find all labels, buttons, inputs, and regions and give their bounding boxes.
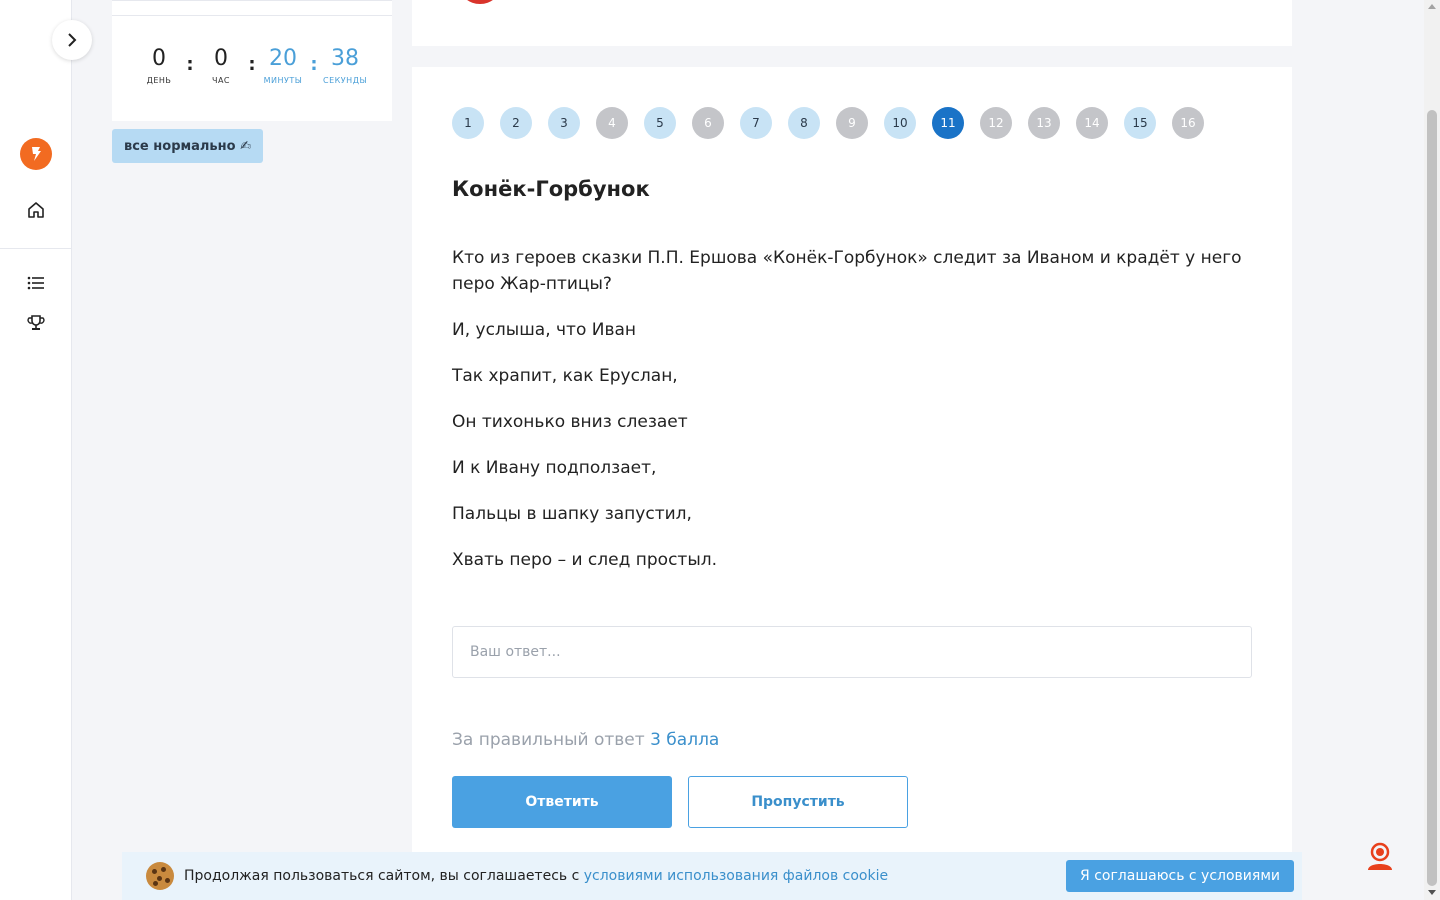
question-nav-item[interactable]: 8 xyxy=(788,107,820,139)
cookie-policy-link[interactable]: условиями использования файлов cookie xyxy=(583,868,889,884)
poem-line: Хвать перо – и след простыл. xyxy=(452,550,718,570)
trophy-icon[interactable] xyxy=(24,311,48,335)
timer-hours xyxy=(197,45,245,85)
timer-seconds-label: СЕКУНДЫ xyxy=(322,76,368,85)
timer-card xyxy=(112,0,392,121)
timer-separator: : xyxy=(248,54,256,75)
skip-button[interactable]: Пропустить xyxy=(688,776,908,828)
timer-days-value: 0 xyxy=(152,46,166,71)
question-nav-item[interactable]: 13 xyxy=(1028,107,1060,139)
question-nav-item[interactable]: 15 xyxy=(1124,107,1156,139)
scroll-down-arrow-icon[interactable] xyxy=(1428,890,1436,895)
rail-divider xyxy=(0,248,72,249)
cookie-banner xyxy=(122,852,1302,900)
cookie-message: Продолжая пользоваться сайтом, вы соглашаетесь с xyxy=(184,868,580,884)
timer-minutes-label: МИНУТЫ xyxy=(263,76,303,85)
header-card xyxy=(412,0,1292,46)
timer-minutes xyxy=(259,45,307,85)
answer-button[interactable]: Ответить xyxy=(452,776,672,828)
scrollbar-thumb[interactable] xyxy=(1427,110,1437,886)
poem-line: И, услыша, что Иван xyxy=(452,320,637,340)
avatar xyxy=(460,0,500,4)
scrollbar[interactable] xyxy=(1424,0,1440,900)
question-prompt: Кто из героев сказки П.П. Ершова «Конёк-Горбунок» следит за Иваном и крадёт у него перо Жар-птицы? xyxy=(452,248,1242,294)
cookie-icon xyxy=(146,862,174,890)
cookie-accept-button[interactable]: Я соглашаюсь с условиями xyxy=(1066,860,1294,892)
sidebar-expand-button[interactable] xyxy=(52,20,92,60)
question-nav-item[interactable]: 5 xyxy=(644,107,676,139)
question-nav-item[interactable]: 2 xyxy=(500,107,532,139)
question-nav-item[interactable]: 14 xyxy=(1076,107,1108,139)
score-info xyxy=(452,730,719,750)
home-icon[interactable] xyxy=(24,198,48,222)
question-text xyxy=(452,245,1242,593)
answer-input[interactable] xyxy=(452,626,1252,678)
timer-minutes-value: 20 xyxy=(269,46,297,71)
chevron-right-icon xyxy=(67,33,77,47)
timer-days-label: ДЕНЬ xyxy=(146,76,172,85)
score-points: 3 балла xyxy=(650,730,720,750)
timer-seconds-value: 38 xyxy=(331,46,359,71)
scroll-up-arrow-icon[interactable] xyxy=(1428,4,1436,9)
status-badge[interactable]: все нормально ✍ xyxy=(112,129,263,163)
logo-icon[interactable] xyxy=(20,138,52,170)
poem-line: Пальцы в шапку запустил, xyxy=(452,504,692,524)
question-nav-item[interactable]: 7 xyxy=(740,107,772,139)
question-card xyxy=(412,67,1292,900)
timer-seconds xyxy=(321,45,369,85)
question-nav-item[interactable]: 16 xyxy=(1172,107,1204,139)
poem-line: Так храпит, как Еруслан, xyxy=(452,366,678,386)
poem-line: И к Ивану подползает, xyxy=(452,458,657,478)
timer-separator: : xyxy=(310,54,318,75)
cookie-text xyxy=(184,868,888,884)
support-icon[interactable] xyxy=(1364,840,1396,872)
question-nav-item[interactable]: 1 xyxy=(452,107,484,139)
timer-hours-value: 0 xyxy=(214,46,228,71)
list-icon[interactable] xyxy=(24,271,48,295)
countdown-timer xyxy=(112,45,392,85)
question-nav-item[interactable]: 4 xyxy=(596,107,628,139)
timer-days xyxy=(135,45,183,85)
question-title: Конёк-Горбунок xyxy=(452,177,650,201)
question-nav-item[interactable]: 11 xyxy=(932,107,964,139)
question-nav-item[interactable]: 3 xyxy=(548,107,580,139)
question-nav-item[interactable]: 12 xyxy=(980,107,1012,139)
timer-hours-label: ЧАС xyxy=(211,76,231,85)
timer-separator: : xyxy=(186,54,194,75)
question-navigation xyxy=(452,107,1204,139)
question-nav-item[interactable]: 6 xyxy=(692,107,724,139)
question-nav-item[interactable]: 9 xyxy=(836,107,868,139)
poem-line: Он тихонько вниз слезает xyxy=(452,412,688,432)
left-rail xyxy=(0,0,72,900)
question-nav-item[interactable]: 10 xyxy=(884,107,916,139)
score-prefix: За правильный ответ xyxy=(452,730,645,750)
